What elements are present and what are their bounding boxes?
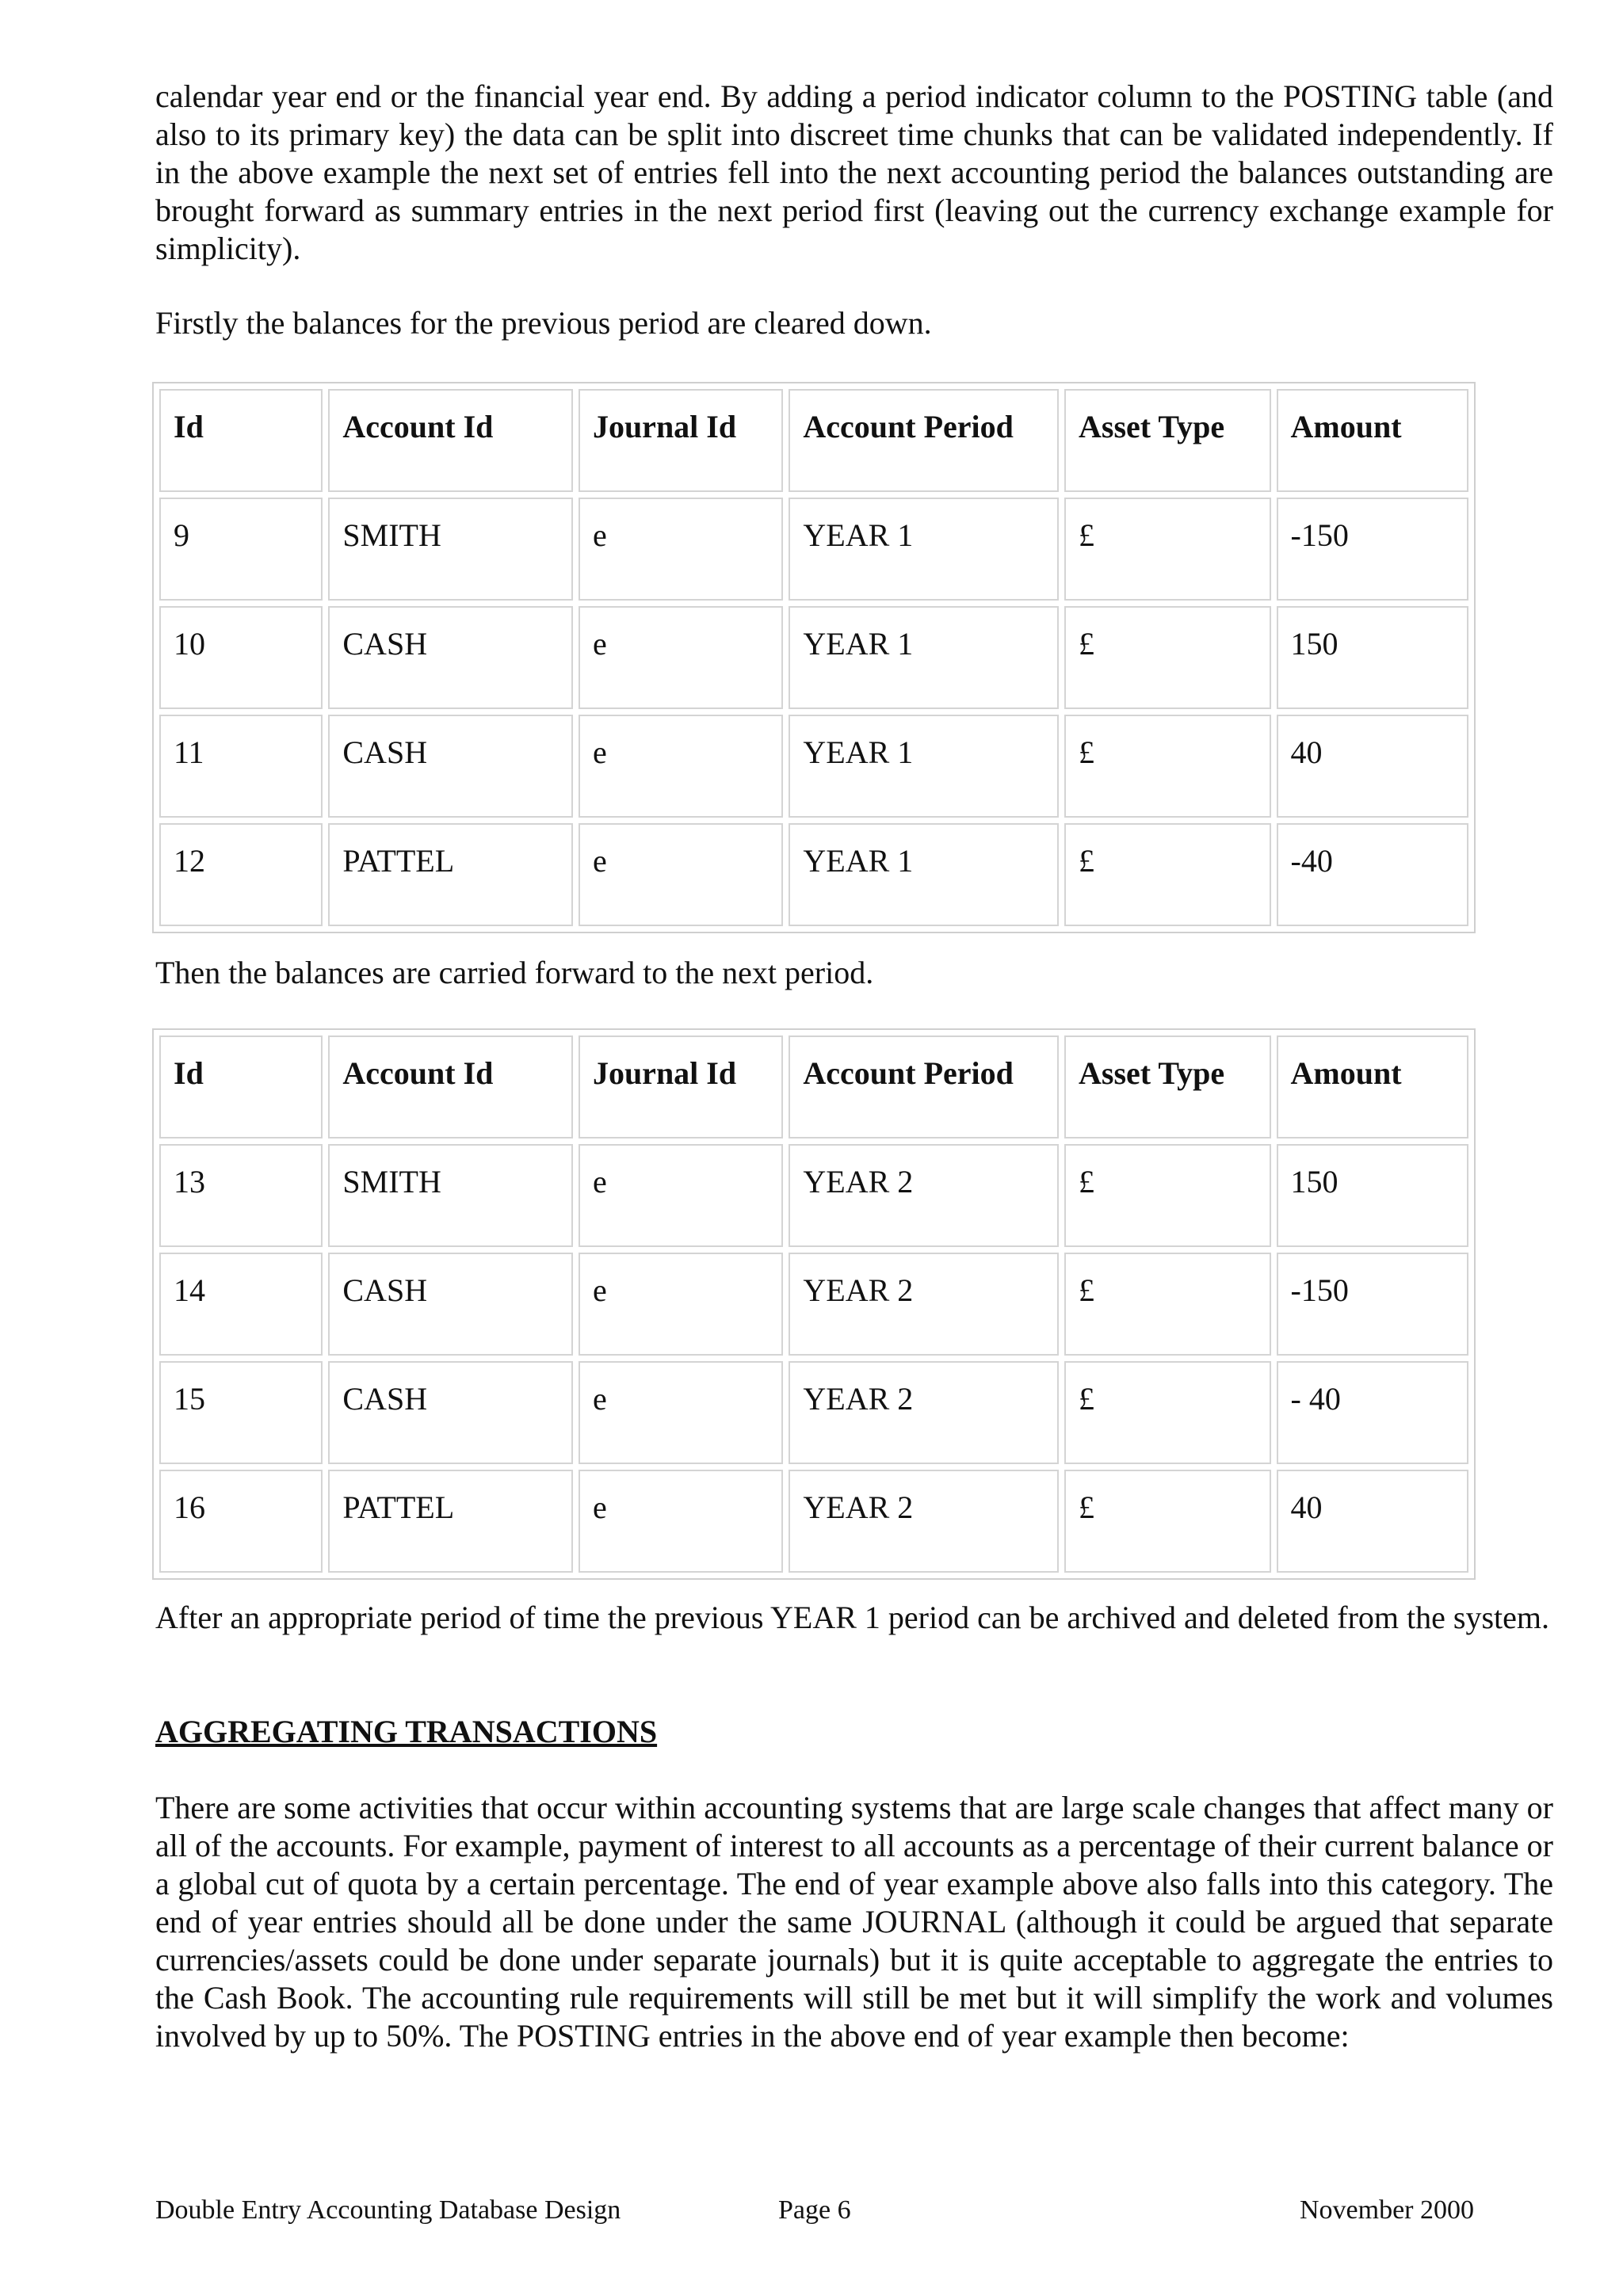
table-cell: YEAR 2 bbox=[789, 1144, 1059, 1247]
table-cell: 12 bbox=[159, 823, 323, 926]
table-cell: £ bbox=[1064, 1253, 1270, 1356]
table-cell: -40 bbox=[1277, 823, 1469, 926]
table-cell: CASH bbox=[328, 1361, 573, 1464]
table-cell: e bbox=[579, 823, 783, 926]
table-cell: 150 bbox=[1277, 606, 1469, 709]
column-header: Account Id bbox=[328, 389, 573, 492]
carried-forward-paragraph: Then the balances are carried forward to the next period. bbox=[155, 955, 874, 990]
column-header: Id bbox=[159, 389, 323, 492]
table-cell: e bbox=[579, 1470, 783, 1573]
table-cell: e bbox=[579, 715, 783, 818]
table-cell: - 40 bbox=[1277, 1361, 1469, 1464]
table-cell: SMITH bbox=[328, 498, 573, 601]
intro-paragraph: calendar year end or the financial year end. By adding a period indicator column to the POSTING table (and also to its primary key) the data can be split into discreet time chunks that can be validated independently. If in the above example the next set of entries fell into the next accounting period the balances outstanding are brought forward as summary entries in the next period first (leaving out the currency exchange example for simplicity). bbox=[155, 78, 1553, 266]
table-cell: 15 bbox=[159, 1361, 323, 1464]
column-header: Asset Type bbox=[1064, 389, 1270, 492]
table-header-row bbox=[159, 389, 1468, 492]
footer-page-number: Page 6 bbox=[778, 2195, 851, 2225]
cleared-down-paragraph: Firstly the balances for the previous period are cleared down. bbox=[155, 305, 932, 341]
table-cell: e bbox=[579, 1253, 783, 1356]
table-row bbox=[159, 1144, 1468, 1247]
table-cell: 9 bbox=[159, 498, 323, 601]
table-cell: 150 bbox=[1277, 1144, 1469, 1247]
table-cell: e bbox=[579, 1361, 783, 1464]
table-row bbox=[159, 715, 1468, 818]
table-cell: YEAR 1 bbox=[789, 606, 1059, 709]
column-header: Journal Id bbox=[579, 389, 783, 492]
table-cell: YEAR 1 bbox=[789, 498, 1059, 601]
posting-table-year2 bbox=[152, 1028, 1476, 1580]
table-cell: e bbox=[579, 498, 783, 601]
table-cell: YEAR 2 bbox=[789, 1253, 1059, 1356]
table-cell: 40 bbox=[1277, 1470, 1469, 1573]
footer-title: Double Entry Accounting Database Design bbox=[155, 2195, 621, 2225]
table-cell: YEAR 2 bbox=[789, 1470, 1059, 1573]
table-cell: 16 bbox=[159, 1470, 323, 1573]
column-header: Account Period bbox=[789, 389, 1059, 492]
table-header-row bbox=[159, 1035, 1468, 1138]
table-cell: 40 bbox=[1277, 715, 1469, 818]
footer-date: November 2000 bbox=[1300, 2195, 1475, 2225]
posting-table-year1 bbox=[152, 382, 1476, 933]
table-cell: -150 bbox=[1277, 498, 1469, 601]
table-row bbox=[159, 498, 1468, 601]
table-cell: YEAR 1 bbox=[789, 715, 1059, 818]
table-cell: £ bbox=[1064, 1361, 1270, 1464]
table-cell: £ bbox=[1064, 606, 1270, 709]
table-cell: YEAR 2 bbox=[789, 1361, 1059, 1464]
table-cell: £ bbox=[1064, 715, 1270, 818]
column-header: Account Period bbox=[789, 1035, 1059, 1138]
aggregating-paragraph: There are some activities that occur within accounting systems that are large scale changes that affect many or all of the accounts. For example, payment of interest to all accounts as a percentage of their current balance or a global cut of quota by a certain percentage. The end of year example above also falls into this category. The end of year entries should all be done under the same JOURNAL (although it could be argued that separate currencies/assets could be done under separate journals) but it is quite acceptable to aggregate the entries to the Cash Book. The accounting rule requirements will still be met but it will simplify the work and volumes involved by up to 50%. The POSTING entries in the above end of year example then become: bbox=[155, 1790, 1553, 2054]
table-cell: £ bbox=[1064, 498, 1270, 601]
table-row bbox=[159, 1253, 1468, 1356]
table-cell: e bbox=[579, 606, 783, 709]
table-row bbox=[159, 1361, 1468, 1464]
table-cell: £ bbox=[1064, 1144, 1270, 1247]
table-row bbox=[159, 823, 1468, 926]
table-row bbox=[159, 606, 1468, 709]
table-cell: CASH bbox=[328, 606, 573, 709]
column-header: Id bbox=[159, 1035, 323, 1138]
table-cell: 13 bbox=[159, 1144, 323, 1247]
table-cell: -150 bbox=[1277, 1253, 1469, 1356]
column-header: Amount bbox=[1277, 389, 1469, 492]
section-heading: AGGREGATING TRANSACTIONS bbox=[155, 1714, 658, 1749]
table-cell: £ bbox=[1064, 823, 1270, 926]
table-cell: CASH bbox=[328, 715, 573, 818]
column-header: Account Id bbox=[328, 1035, 573, 1138]
table-cell: PATTEL bbox=[328, 823, 573, 926]
table-cell: 14 bbox=[159, 1253, 323, 1356]
table-row bbox=[159, 1470, 1468, 1573]
table-cell: £ bbox=[1064, 1470, 1270, 1573]
archived-paragraph: After an appropriate period of time the previous YEAR 1 period can be archived and deleted from the system. bbox=[155, 1600, 1550, 1635]
table-cell: 10 bbox=[159, 606, 323, 709]
table-cell: 11 bbox=[159, 715, 323, 818]
column-header: Journal Id bbox=[579, 1035, 783, 1138]
column-header: Asset Type bbox=[1064, 1035, 1270, 1138]
table-cell: YEAR 1 bbox=[789, 823, 1059, 926]
table-cell: CASH bbox=[328, 1253, 573, 1356]
column-header: Amount bbox=[1277, 1035, 1469, 1138]
table-cell: SMITH bbox=[328, 1144, 573, 1247]
table-cell: PATTEL bbox=[328, 1470, 573, 1573]
table-cell: e bbox=[579, 1144, 783, 1247]
